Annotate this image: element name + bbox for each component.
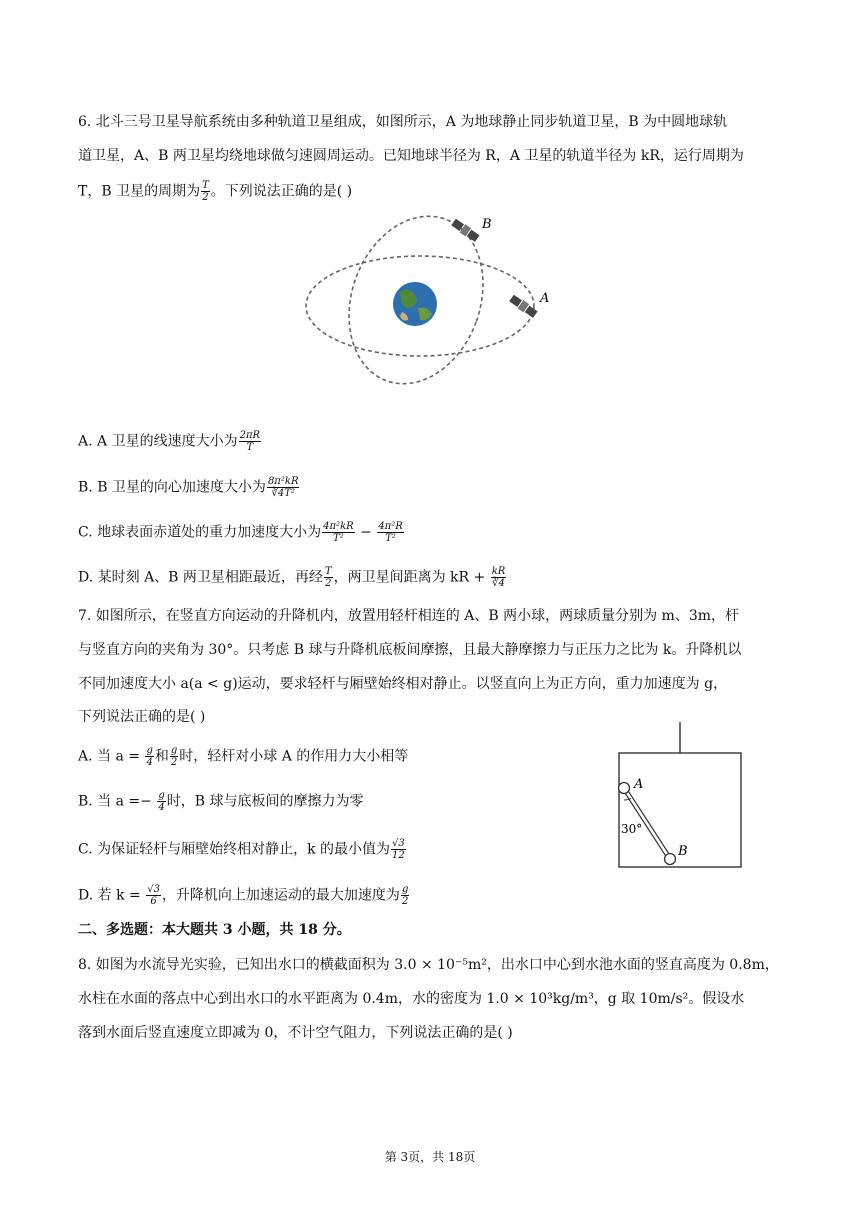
earth-icon: [393, 282, 437, 326]
q6-line-3b: 。下列说法正确的是( ): [210, 183, 353, 200]
satellite-a-label: A: [540, 291, 550, 306]
ball-b: [665, 854, 676, 865]
satellite-b-label: B: [482, 217, 492, 232]
ball-a: [619, 783, 630, 794]
q7-line-4: 下列说法正确的是( ): [78, 709, 206, 725]
fraction-c2: $\frac{\text{4π²R}}{\text{T²}}$: [378, 521, 403, 544]
q8-line-3: 落到水面后竖直速度立即减为 0，不计空气阻力，下列说法正确的是( ): [78, 1025, 513, 1041]
ball-b-label: B: [678, 844, 688, 859]
ball-a-label: A: [634, 777, 644, 792]
q6-option-c: C. 地球表面赤道处的重力加速度大小为 $\frac{\text{4π²kR}}{\text{T²}}$ − $\frac{\text{4π²R}}{\text{T²}}$: [78, 521, 403, 544]
page-footer: 第 3页，共 18页: [384, 1150, 476, 1164]
q7-option-d: D. 若 k = $\frac{√3}{6}$ ，升降机向上加速运动的最大加速度为 $\frac{g}{2}$: [78, 884, 409, 907]
section-heading: 二、多选题：本大题共 3 小题，共 18 分。: [78, 922, 351, 938]
q6-line-2: 道卫星，A、B 两卫星均绕地球做匀速圆周运动。已知地球半径为 R，A 卫星的轨道半径为 kR，运行周期为: [78, 148, 744, 164]
fraction-b-accel: $\frac{\text{8π²kR}}{\text{∛4T²}}$: [267, 476, 299, 499]
fraction-kr-over-cbrt4: $\frac{kR}{∛4}$: [491, 566, 506, 589]
fraction-c1: $\frac{\text{4π²kR}}{\text{T²}}$: [323, 521, 354, 544]
q8-line-2: 水柱在水面的落点中心到出水口的水平距离为 0.4m，水的密度为 1.0 × 10³kg/m³，g 取 10m/s²。假设水: [78, 991, 745, 1007]
q6-line-1: 6. 北斗三号卫星导航系统由多种轨道卫星组成，如图所示，A 为地球静止同步轨道卫星，B 为中圆地球轨: [78, 114, 728, 130]
angle-label: 30°: [621, 822, 643, 836]
satellite-b-icon: [451, 218, 480, 243]
elevator-figure: [612, 722, 748, 870]
fraction-t-over-2-d: $\frac{T}{2}$: [324, 566, 332, 589]
q7-line-3: 不同加速度大小 a(a < g)运动，要求轻杆与厢壁始终相对静止。以竖直向上为正方向，重力加速度为 g，: [78, 676, 728, 692]
satellite-orbit-figure: [298, 212, 568, 392]
q7-line-1: 7. 如图所示，在竖直方向运动的升降机内，放置用轻杆相连的 A、B 两小球，两球质量分别为 m、3m，杆: [78, 608, 740, 624]
q7-option-c: C. 为保证轻杆与厢壁始终相对静止，k 的最小值为 $\frac{√3}{12}$: [78, 838, 405, 861]
q7-option-b: B. 当 a =− $\frac{g}{4}$ 时，B 球与底板间的摩擦力为零: [78, 790, 364, 813]
q8-line-1: 8. 如图为水流导光实验，已知出水口的横截面积为 3.0 × 10⁻⁵m²，出水口中心到水池水面的竖直高度为 0.8m，: [78, 957, 779, 973]
fraction-t-over-2: $\frac{T}{2}$: [202, 180, 209, 203]
q7-line-2: 与竖直方向的夹角为 30°。只考虑 B 球与升降机底板间摩擦，且最大静摩擦力与正压力之比为 k。升降机以: [78, 642, 742, 658]
q6-option-a: A. A 卫星的线速度大小为 $\frac{2\pi R}{T}$: [78, 430, 261, 453]
q6-line-3a: T，B 卫星的周期为: [78, 183, 201, 200]
q7-option-a: A. 当 a = $\frac{g}{4}$ 和 $\frac{g}{2}$ 时，轻杆对小球 A 的作用力大小相等: [78, 745, 409, 768]
q6-option-d: D. 某时刻 A、B 两卫星相距最近，再经 $\frac{T}{2}$ ，两卫星间距离为 kR + $\frac{kR}{∛4}$: [78, 566, 506, 589]
fraction-2pir-over-t: $\frac{2\pi R}{T}$: [239, 430, 261, 453]
q6-line-3: [78, 180, 352, 203]
q6-option-b: B. B 卫星的向心加速度大小为 $\frac{\text{8π²kR}}{\text{∛4T²}}$: [78, 476, 299, 499]
